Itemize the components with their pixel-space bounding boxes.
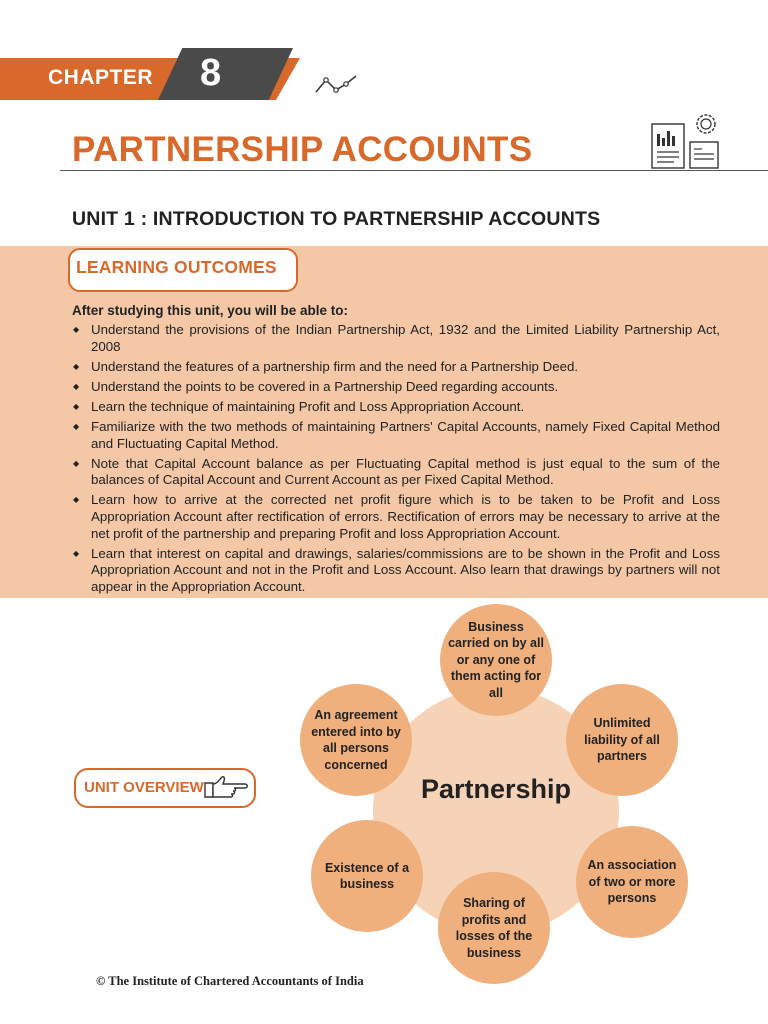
diagram-node — [311, 820, 423, 932]
diagram-node-label: An association of two or more persons — [587, 858, 677, 906]
page-title: PARTNERSHIP ACCOUNTS — [72, 130, 533, 169]
diagram-node-label: Unlimited liability of all partners — [584, 716, 660, 764]
diagram-node-label: Sharing of profits and losses of the business — [455, 896, 533, 960]
diagram-node-label: An agreement entered into by all persons concerned — [311, 708, 401, 772]
list-item: ◆ Understand the features of a partnership firm and the need for a Partnership Deed. — [72, 359, 720, 376]
trend-line-icon — [314, 72, 358, 98]
list-item: ◆ Understand the points to be covered in a Partnership Deed regarding accounts. — [72, 379, 720, 396]
accounting-document-icon — [650, 112, 722, 172]
unit-overview-title: UNIT OVERVIEW — [84, 779, 204, 796]
learning-outcomes-intro: After studying this unit, you will be able to: — [72, 303, 349, 318]
learning-outcomes-list — [72, 322, 720, 599]
diagram-node — [440, 604, 552, 716]
list-item: ◆ Familiarize with the two methods of maintaining Partners' Capital Accounts, namely Fixed Capital Method and Fluctuating Capital Method. — [72, 419, 720, 452]
learning-outcomes-title: LEARNING OUTCOMES — [76, 257, 277, 277]
list-item: ◆ Learn how to arrive at the corrected net profit figure which is to be taken to be Profit and Loss Appropriation Account after rectification of errors. Rectification of errors may be necessary to arrive at the net profit of the partnership and preparing Profit and loss Appropriation Account. — [72, 492, 720, 542]
diagram-node — [566, 684, 678, 796]
diagram-node-label: Existence of a business — [324, 860, 410, 891]
copyright-footer: © The Institute of Chartered Accountants of India — [96, 974, 364, 988]
list-item: ◆ Learn the technique of maintaining Profit and Loss Appropriation Account. — [72, 399, 720, 416]
partnership-center-label: Partnership — [420, 774, 572, 804]
list-item: ◆ Note that Capital Account balance as per Fluctuating Capital method is just equal to the sum of the balances of Capital Account and Current Account as per Fixed Capital Method. — [72, 456, 720, 489]
chapter-banner — [0, 52, 320, 100]
list-item: ◆ Understand the provisions of the Indian Partnership Act, 1932 and the Limited Liability Partnership Act, 2008 — [72, 322, 720, 355]
chapter-label: CHAPTER — [48, 66, 154, 89]
diagram-node — [576, 826, 688, 938]
chapter-number: 8 — [200, 52, 222, 94]
pointing-hand-icon — [203, 775, 249, 801]
diagram-node-label: Business carried on by all or any one of them acting for all — [448, 619, 544, 700]
diagram-node — [438, 872, 550, 984]
list-item: ◆ Learn that interest on capital and drawings, salaries/commissions are to be shown in the Profit and Loss Appropriation Account and not in the Profit and Loss Account. Also learn that drawings by partners will not appear in the Appropriation Account. — [72, 546, 720, 596]
unit-heading: UNIT 1 : INTRODUCTION TO PARTNERSHIP ACCOUNTS — [72, 208, 601, 230]
diagram-node — [300, 684, 412, 796]
